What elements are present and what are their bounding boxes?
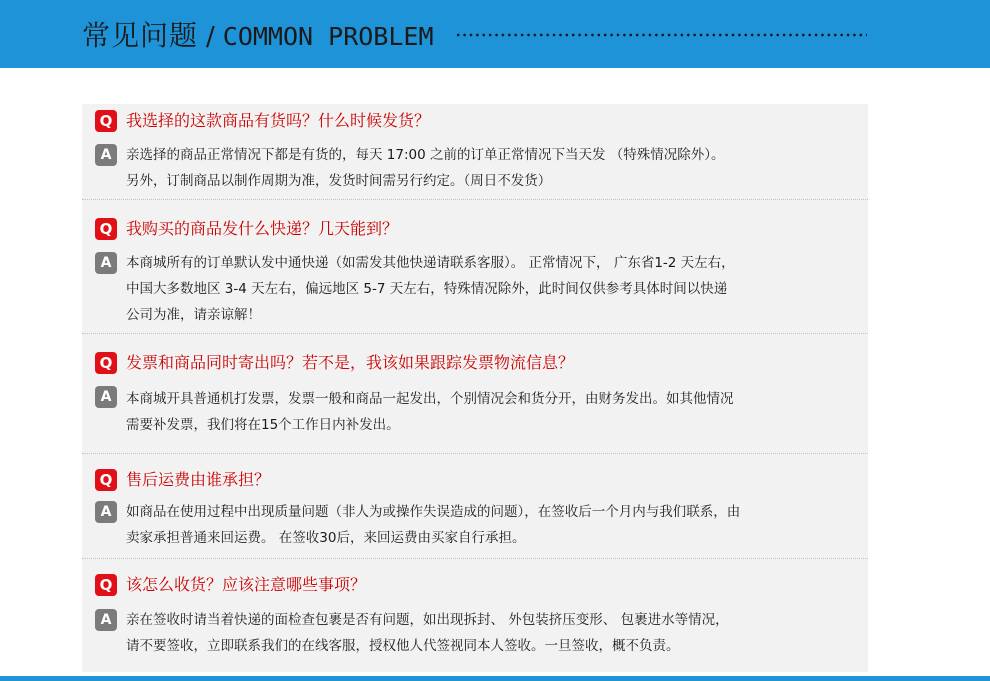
dotted-rule (455, 33, 867, 37)
a-badge-icon: A (95, 144, 117, 166)
faq-item-4 (82, 465, 868, 557)
answer-text (126, 142, 866, 194)
divider (82, 199, 868, 200)
faq-item-1 (82, 104, 868, 200)
answer-row (95, 499, 866, 551)
answer-row (95, 142, 866, 194)
answer-line: 请不要签收，立即联系我们的在线客服，授权他人代签视同本人签收。一旦签收，概不负责。 (126, 638, 680, 654)
answer-row (95, 250, 866, 328)
divider (82, 558, 868, 559)
answer-row (95, 386, 866, 438)
a-badge-icon: A (95, 252, 117, 274)
answer-line: 亲在签收时请当着快递的面检查包裹是否有问题，如出现拆封、 外包装挤压变形、 包裹进水等情况， (126, 612, 729, 628)
answer-text (126, 386, 866, 438)
a-badge-icon: A (95, 386, 117, 408)
answer-line: 本商城开具普通机打发票，发票一般和商品一起发出，个别情况会和货分开，由财务发出。如其他情况 (126, 391, 734, 407)
a-badge-icon: A (95, 609, 117, 631)
question-text: 我购买的商品发什么快递？几天能到？ (126, 219, 399, 238)
q-badge-icon: Q (95, 469, 117, 491)
question-row (95, 469, 270, 491)
answer-line: 中国大多数地区 3-4 天左右，偏远地区 5-7 天左右，特殊情况除外，此时间仅供参考具体时间以快递 (126, 281, 728, 297)
q-badge-icon: Q (95, 574, 117, 596)
answer-row (95, 607, 866, 659)
title-separator: / (206, 22, 215, 52)
question-text: 该怎么收货？应该注意哪些事项？ (126, 575, 367, 594)
answer-text (126, 499, 866, 551)
answer-line: 亲选择的商品正常情况下都是有货的，每天 17:00 之前的订单正常情况下当天发 （特殊情况除外）。 (126, 147, 725, 163)
title-english: COMMON PROBLEM (222, 22, 434, 51)
question-text: 售后运费由谁承担？ (126, 470, 271, 489)
question-text: 发票和商品同时寄出吗？若不是，我该如果跟踪发票物流信息？ (126, 353, 575, 372)
answer-line: 另外，订制商品以制作周期为准，发货时间需另行约定。（周日不发货） (126, 173, 552, 189)
answer-line: 需要补发票，我们将在15个工作日内补发出。 (126, 417, 400, 433)
divider (82, 453, 868, 454)
faq-item-3 (82, 346, 868, 446)
header-banner (0, 0, 990, 68)
page-title (82, 14, 434, 54)
question-row (95, 218, 398, 240)
question-row (95, 574, 366, 596)
answer-line: 本商城所有的订单默认发中通快递（如需发其他快递请联系客服）。 正常情况下， 广东省1-2 天左右， (126, 255, 735, 271)
q-badge-icon: Q (95, 110, 117, 132)
question-row (95, 110, 430, 132)
question-text: 我选择的这款商品有货吗？什么时候发货？ (126, 111, 431, 130)
answer-text (126, 250, 866, 328)
q-badge-icon: Q (95, 218, 117, 240)
answer-line: 卖家承担普通来回运费。 在签收30后，来回运费由买家自行承担。 (126, 530, 526, 546)
answer-text (126, 607, 866, 659)
q-badge-icon: Q (95, 352, 117, 374)
bottom-bar (0, 676, 990, 681)
faq-item-5 (82, 572, 868, 672)
answer-line: 如商品在使用过程中出现质量问题（非人为或操作失误造成的问题），在签收后一个月内与我们联系，由 (126, 504, 741, 520)
title-chinese: 常见问题 (82, 19, 199, 52)
a-badge-icon: A (95, 501, 117, 523)
question-row (95, 352, 574, 374)
divider (82, 333, 868, 334)
faq-item-2 (82, 212, 868, 334)
answer-line: 公司为准，请亲谅解！ (126, 307, 261, 323)
